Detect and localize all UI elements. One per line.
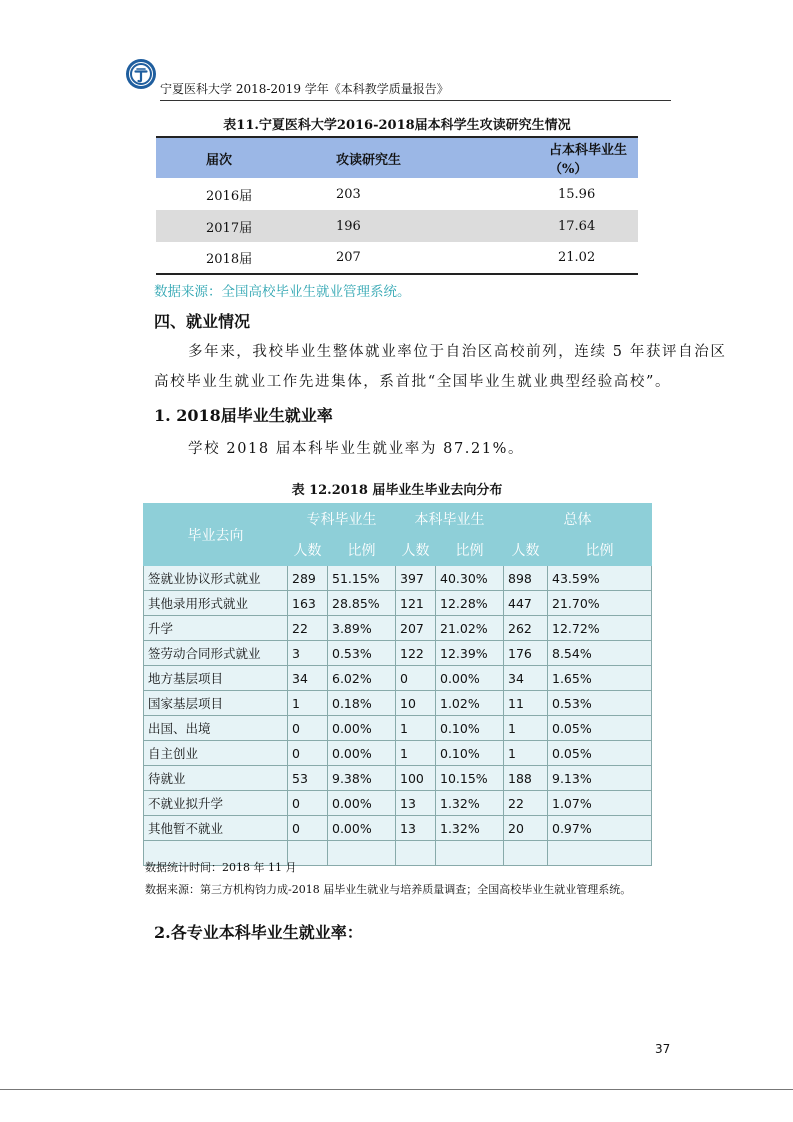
paragraph-line: 学校 2018 届本科毕业生就业率为 87.21%。 xyxy=(188,441,525,457)
table12-note-time: 数据统计时间：2018 年 11 月 xyxy=(145,861,297,874)
table-cell: 10.15% xyxy=(436,766,504,791)
subsection-heading: 1. 2018届毕业生就业率 xyxy=(154,406,333,425)
university-seal-icon xyxy=(125,58,157,90)
table-cell: 0.05% xyxy=(548,716,652,741)
table-cell: 0.97% xyxy=(548,816,652,841)
table-cell: 22 xyxy=(504,791,548,816)
paragraph-line: 多年来，我校毕业生整体就业率位于自治区高校前列，连续 5 年获评自治区 xyxy=(188,344,727,360)
table-row xyxy=(144,641,652,666)
table-cell: 207 xyxy=(396,616,436,641)
table-cell: 1.65% xyxy=(548,666,652,691)
table12-body xyxy=(144,566,652,866)
table-cell: 21.02% xyxy=(436,616,504,641)
table11-header-cell: 届次 xyxy=(156,137,306,178)
table-cell: 12.72% xyxy=(548,616,652,641)
page-number: 37 xyxy=(655,1042,671,1056)
table-row xyxy=(144,691,652,716)
table-cell: 1 xyxy=(504,716,548,741)
table11-header-cell: 攻读研究生 xyxy=(306,137,474,178)
table-cell: 898 xyxy=(504,566,548,591)
table-cell: 21.02 xyxy=(474,242,638,274)
table-cell: 0 xyxy=(288,816,328,841)
table-cell: 122 xyxy=(396,641,436,666)
table-cell: 3 xyxy=(288,641,328,666)
table11-header-row xyxy=(156,137,638,178)
table12-header-cell: 毕业去向 xyxy=(144,504,288,566)
table12-header-cell: 比例 xyxy=(548,535,652,566)
table-cell: 1 xyxy=(396,741,436,766)
table-cell: 0.00% xyxy=(328,741,396,766)
table-row xyxy=(144,816,652,841)
table-row xyxy=(144,616,652,641)
table12-header-cell: 人数 xyxy=(504,535,548,566)
table-cell: 10 xyxy=(396,691,436,716)
table-cell: 0 xyxy=(396,666,436,691)
table-cell: 9.13% xyxy=(548,766,652,791)
table-cell: 17.64 xyxy=(474,210,638,242)
table-cell: 待就业 xyxy=(144,766,288,791)
table-cell: 不就业拟升学 xyxy=(144,791,288,816)
table-cell: 21.70% xyxy=(548,591,652,616)
table-row xyxy=(144,791,652,816)
table-row xyxy=(144,591,652,616)
table12-caption: 表 12.2018 届毕业生毕业去向分布 xyxy=(291,483,503,498)
table-cell: 28.85% xyxy=(328,591,396,616)
table12-header-row xyxy=(144,504,652,535)
table-cell: 51.15% xyxy=(328,566,396,591)
table-cell: 1 xyxy=(504,741,548,766)
table-cell: 其他录用形式就业 xyxy=(144,591,288,616)
table-cell: 203 xyxy=(336,186,361,202)
table-cell: 1.32% xyxy=(436,791,504,816)
table12-note-source: 数据来源：第三方机构钧力成-2018 届毕业生就业与培养质量调查；全国高校毕业生就业管理系统。 xyxy=(145,883,632,896)
table12 xyxy=(143,503,652,866)
table-cell: 11 xyxy=(504,691,548,716)
table-cell: 9.38% xyxy=(328,766,396,791)
table-cell: 100 xyxy=(396,766,436,791)
table-cell: 签劳动合同形式就业 xyxy=(144,641,288,666)
table-cell: 8.54% xyxy=(548,641,652,666)
table-cell: 207 xyxy=(306,242,474,274)
paragraph-line: 高校毕业生就业工作先进集体，系首批“全国毕业生就业典型经验高校”。 xyxy=(154,374,672,390)
table-cell: 447 xyxy=(504,591,548,616)
table-cell: 0.00% xyxy=(436,666,504,691)
table-cell: 1 xyxy=(288,691,328,716)
table-row xyxy=(144,716,652,741)
table-cell: 13 xyxy=(396,816,436,841)
table-cell: 出国、出境 xyxy=(144,716,288,741)
table-cell: 262 xyxy=(504,616,548,641)
table-cell: 0.00% xyxy=(328,716,396,741)
table12-header-cell: 比例 xyxy=(328,535,396,566)
table11-header-cell: 占本科毕业生（%） xyxy=(474,137,638,178)
table-cell xyxy=(328,841,396,866)
table-cell xyxy=(396,841,436,866)
table-cell: 0 xyxy=(288,741,328,766)
table-cell: 34 xyxy=(288,666,328,691)
table12-header-cell: 比例 xyxy=(436,535,504,566)
table-cell: 0.10% xyxy=(436,741,504,766)
table-cell: 121 xyxy=(396,591,436,616)
table12-header-cell: 专科毕业生 xyxy=(288,504,396,535)
table-cell: 2016届 xyxy=(206,188,253,204)
table11 xyxy=(156,136,638,275)
section-heading: 四、就业情况 xyxy=(154,312,251,331)
table-cell: 15.96 xyxy=(558,186,596,202)
table-row xyxy=(156,242,638,274)
table-cell: 0.10% xyxy=(436,716,504,741)
table-cell: 0.18% xyxy=(328,691,396,716)
table-row xyxy=(144,766,652,791)
running-header: 宁夏医科大学 2018-2019 学年《本科教学质量报告》 xyxy=(160,82,449,96)
subsection-heading: 2.各专业本科毕业生就业率： xyxy=(154,923,363,942)
table-cell: 0.00% xyxy=(328,816,396,841)
table-cell: 163 xyxy=(288,591,328,616)
table-cell: 43.59% xyxy=(548,566,652,591)
header-rule xyxy=(160,100,671,101)
footer-rule xyxy=(0,1089,793,1090)
table-cell: 289 xyxy=(288,566,328,591)
table-row xyxy=(144,666,652,691)
table12-header-cell: 人数 xyxy=(288,535,328,566)
table-cell: 22 xyxy=(288,616,328,641)
table-cell: 20 xyxy=(504,816,548,841)
table12-header-cell: 本科毕业生 xyxy=(396,504,504,535)
table-cell: 其他暂不就业 xyxy=(144,816,288,841)
table-cell: 升学 xyxy=(144,616,288,641)
table-row xyxy=(144,741,652,766)
table-cell: 1 xyxy=(396,716,436,741)
table-cell: 34 xyxy=(504,666,548,691)
table12-header-cell: 总体 xyxy=(504,504,652,535)
table11-source: 数据来源：全国高校毕业生就业管理系统。 xyxy=(154,284,411,300)
table-cell: 0 xyxy=(288,791,328,816)
table-cell: 0.53% xyxy=(328,641,396,666)
table-cell: 0.00% xyxy=(328,791,396,816)
table-cell: 1.32% xyxy=(436,816,504,841)
table-cell: 1.07% xyxy=(548,791,652,816)
table-cell: 196 xyxy=(306,210,474,242)
table-cell: 自主创业 xyxy=(144,741,288,766)
table12-header-cell: 人数 xyxy=(396,535,436,566)
table11-caption: 表11.宁夏医科大学2016-2018届本科学生攻读研究生情况 xyxy=(223,118,571,133)
table-cell: 0 xyxy=(288,716,328,741)
table-row xyxy=(144,566,652,591)
table-cell: 2017届 xyxy=(156,210,306,242)
table-cell: 188 xyxy=(504,766,548,791)
table-row xyxy=(156,210,638,242)
table-cell: 40.30% xyxy=(436,566,504,591)
table-cell: 2018届 xyxy=(156,242,306,274)
table-cell: 13 xyxy=(396,791,436,816)
table-cell: 397 xyxy=(396,566,436,591)
table-cell: 53 xyxy=(288,766,328,791)
table-cell: 6.02% xyxy=(328,666,396,691)
table-row xyxy=(156,178,638,210)
table-cell: 176 xyxy=(504,641,548,666)
table-cell: 国家基层项目 xyxy=(144,691,288,716)
table-cell: 0.05% xyxy=(548,741,652,766)
table-cell: 12.39% xyxy=(436,641,504,666)
table-cell: 0.53% xyxy=(548,691,652,716)
table-cell: 12.28% xyxy=(436,591,504,616)
table-cell xyxy=(436,841,504,866)
table-cell xyxy=(504,841,548,866)
table-cell: 地方基层项目 xyxy=(144,666,288,691)
table-cell: 3.89% xyxy=(328,616,396,641)
table-cell xyxy=(548,841,652,866)
table-cell: 1.02% xyxy=(436,691,504,716)
table-cell: 签就业协议形式就业 xyxy=(144,566,288,591)
